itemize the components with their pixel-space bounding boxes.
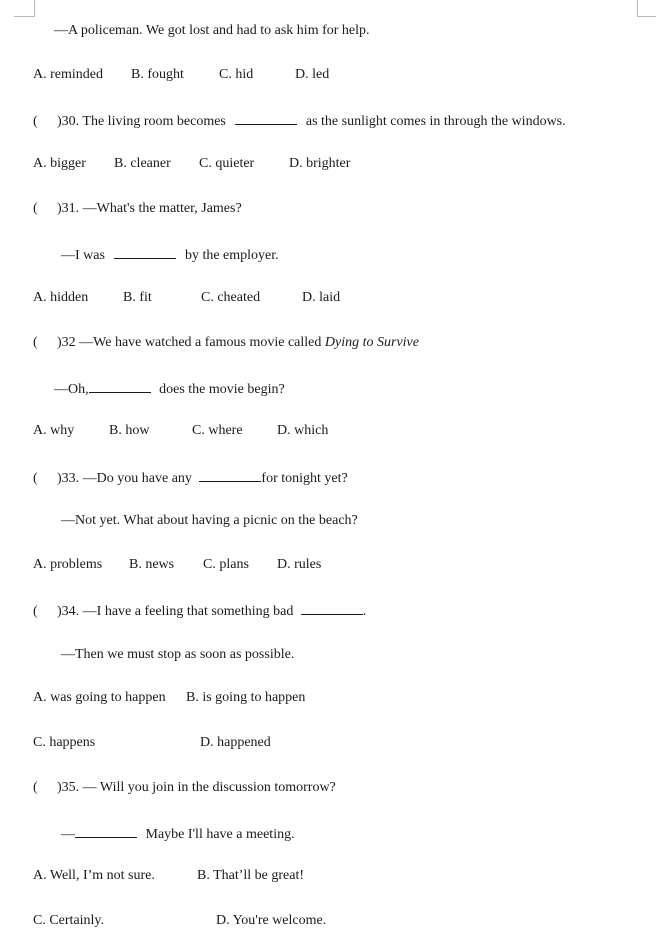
q30-option-b: B. cleaner <box>114 156 171 171</box>
q33-question <box>33 468 348 488</box>
q32-movie-title: Dying to Survive <box>324 335 419 350</box>
q34-stem: )34. —I have a feeling that something bad <box>57 604 294 619</box>
q31-option-c: C. cheated <box>201 290 261 305</box>
q33-blank[interactable] <box>199 468 261 482</box>
q34-blank[interactable] <box>301 601 363 615</box>
q34-option-d: D. happened <box>200 735 271 750</box>
q29-option-a: A. reminded <box>33 67 103 82</box>
q34-option-c: C. happens <box>33 735 96 750</box>
q35-option-b: B. That’ll be great! <box>197 868 305 883</box>
q31-stem: )31. —What's the matter, James? <box>57 201 242 216</box>
q32-blank[interactable] <box>89 379 151 393</box>
q33-stem-rest: for tonight yet? <box>261 471 348 486</box>
q32-option-a: A. why <box>33 423 75 438</box>
q35-option-d: D. You're welcome. <box>216 913 327 928</box>
q32-option-b: B. how <box>109 423 150 438</box>
q35-answer-end: Maybe I'll have a meeting. <box>145 827 295 842</box>
page-corner-mark-right <box>637 0 656 17</box>
q31-answer-line <box>61 245 279 265</box>
q35-option-c: C. Certainly. <box>33 913 105 928</box>
q30-option-d: D. brighter <box>289 156 351 171</box>
q34-stem-end: . <box>362 604 367 619</box>
q35-option-a: A. Well, I’m not sure. <box>33 868 155 883</box>
page-corner-mark-left <box>14 0 35 17</box>
q35-stem: )35. — Will you join in the discussion tomorrow? <box>57 780 336 795</box>
q32-answer-start: —Oh, <box>54 382 89 397</box>
q33-option-d: D. rules <box>277 557 322 572</box>
q31-option-a: A. hidden <box>33 290 89 305</box>
q32-answer-line <box>54 379 285 399</box>
q31-option-b: B. fit <box>123 290 152 305</box>
q31-answer-start: —I was <box>61 248 105 263</box>
answer-paren: ( <box>33 201 38 216</box>
answer-paren: ( <box>33 335 38 350</box>
q35-blank[interactable] <box>75 824 137 838</box>
q34-option-a: A. was going to happen <box>33 690 166 705</box>
answer-paren: ( <box>33 471 38 486</box>
q31-question <box>33 200 242 218</box>
q35-answer-line <box>61 824 295 844</box>
q30-blank[interactable] <box>235 111 297 125</box>
answer-paren: ( <box>33 780 38 795</box>
q33-answer-line: —Not yet. What about having a picnic on the beach? <box>61 513 358 528</box>
q30-option-c: C. quieter <box>199 156 255 171</box>
q35-question <box>33 779 336 797</box>
answer-paren: ( <box>33 604 38 619</box>
q32-stem: )32 —We have watched a famous movie called <box>57 335 322 350</box>
q32-option-d: D. which <box>277 423 329 438</box>
q34-answer-line: —Then we must stop as soon as possible. <box>61 647 295 662</box>
q30-question <box>33 111 566 131</box>
q34-option-b: B. is going to happen <box>186 690 306 705</box>
q31-blank[interactable] <box>114 245 176 259</box>
q31-answer-end: by the employer. <box>184 248 279 263</box>
q33-option-a: A. problems <box>33 557 103 572</box>
answer-paren: ( <box>33 114 38 129</box>
q30-stem: )30. The living room becomes <box>57 114 226 129</box>
q33-option-c: C. plans <box>203 557 249 572</box>
q29-option-d: D. led <box>295 67 330 82</box>
q30-option-a: A. bigger <box>33 156 86 171</box>
q33-option-b: B. news <box>129 557 175 572</box>
q29-option-c: C. hid <box>219 67 254 82</box>
q29-option-b: B. fought <box>131 67 184 82</box>
q32-question <box>33 334 419 352</box>
q32-answer-end: does the movie begin? <box>159 382 285 397</box>
q33-stem: )33. —Do you have any <box>57 471 192 486</box>
q35-answer-dash: — <box>61 827 75 842</box>
q31-option-d: D. laid <box>302 290 341 305</box>
q34-question <box>33 601 366 621</box>
q32-option-c: C. where <box>192 423 243 438</box>
q29-answer-line: —A policeman. We got lost and had to ask him for help. <box>54 23 370 38</box>
q30-stem-rest: as the sunlight comes in through the windows. <box>305 114 566 129</box>
